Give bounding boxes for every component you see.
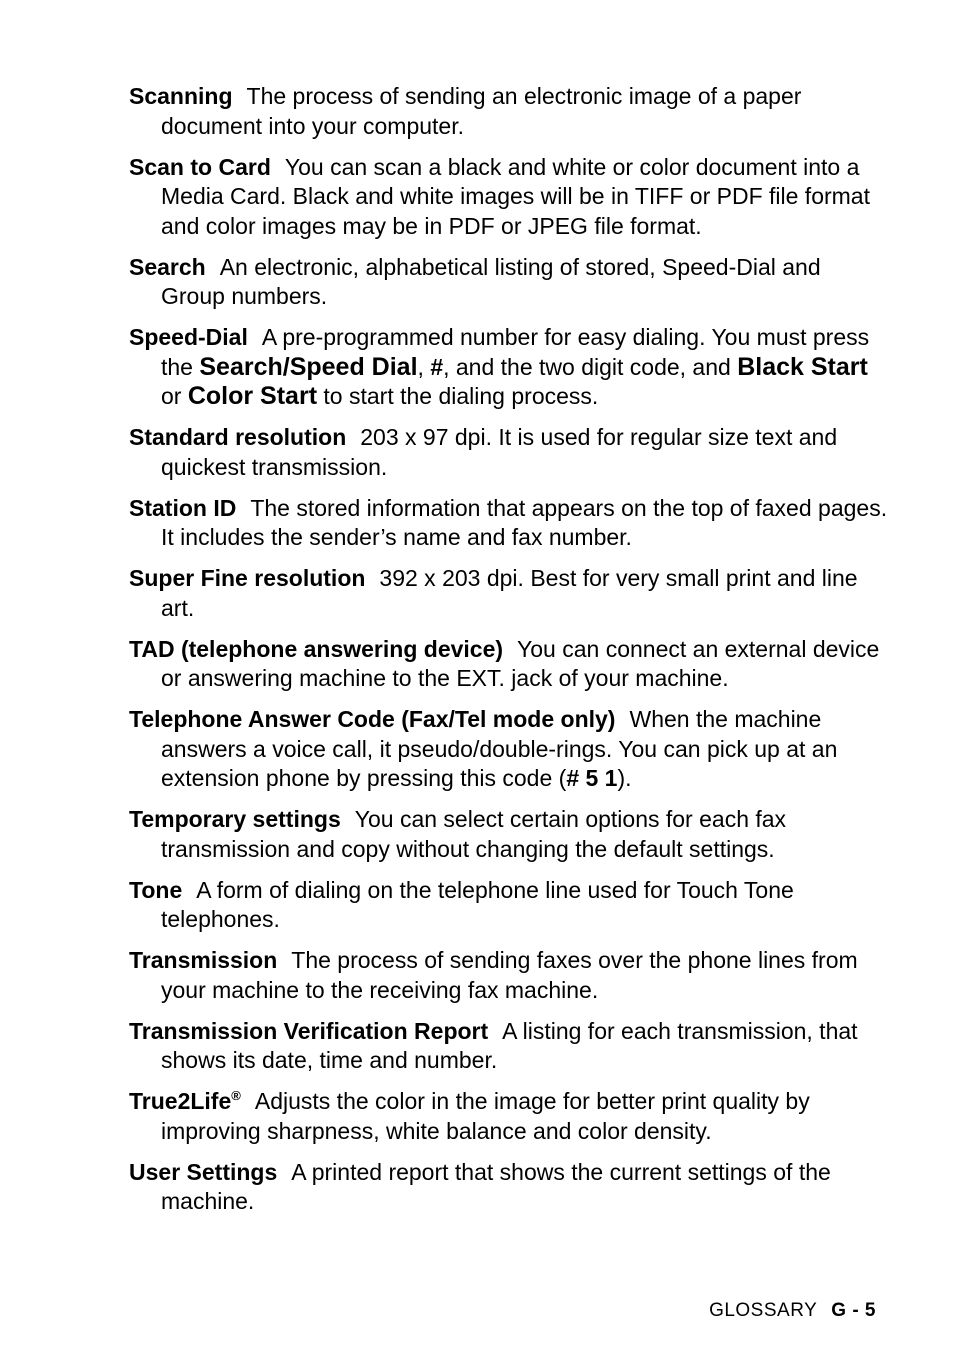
key-search-speed-dial: Search/Speed Dial [199,352,418,381]
section-label: GLOSSARY [709,1300,818,1321]
conjunction: or [161,383,188,409]
definition: You can select certain options for each fax transmission and copy without changing the default settings. [161,806,787,862]
page-footer [709,1300,876,1322]
glossary-entry-true2life [129,1087,889,1146]
definition: You can scan a black and white or color document into a Media Card. Black and white images will be in TIFF or PDF file format and color images may be in PDF or JPEG file format. [161,153,870,239]
definition-part: , and the two digit code, and [443,353,738,380]
separator: , [417,353,431,380]
glossary-entry-search [129,253,889,312]
definition: 392 x 203 dpi. Best for very small print and line art. [161,565,858,621]
glossary-entry-transmission [129,946,889,1005]
definition: 203 x 97 dpi. It is used for regular size text and quickest transmission. [161,424,838,480]
definition-part: to start the dialing process. [317,383,599,409]
term: Super Fine resolution [129,565,366,591]
glossary-entry-transmission-verification-report [129,1017,889,1076]
glossary-entry-super-fine-resolution [129,564,889,623]
key-hash: # [430,353,444,380]
definition-part: A pre-programmed number for easy dialing. You must press the [161,324,870,380]
definition: An electronic, alphabetical listing of stored, Speed-Dial and Group numbers. [161,253,821,309]
term: Speed-Dial [129,324,248,350]
glossary-entry-standard-resolution [129,423,889,482]
glossary-entry-temporary-settings [129,805,889,864]
definition: A printed report that shows the current settings of the machine. [161,1158,831,1214]
term: Transmission Verification Report [129,1017,489,1044]
glossary-entry-tad [129,635,889,694]
page-number: G - 5 [831,1300,876,1321]
definition: Adjusts the color in the image for better print quality by improving sharpness, white balance and color density. [161,1088,810,1144]
definition-part: ). [617,765,632,791]
term: Telephone Answer Code (Fax/Tel mode only) [129,706,616,732]
glossary-entry-user-settings [129,1158,889,1217]
definition: The process of sending an electronic image of a paper document into your computer. [161,83,802,139]
term: TAD (telephone answering device) [129,635,504,662]
glossary-entry-station-id [129,494,889,553]
key-black-start: Black Start [737,352,868,381]
term: Standard resolution [129,424,347,450]
term: Transmission [129,947,278,973]
term: Search [129,253,206,280]
definition: The process of sending faxes over the phone lines from your machine to the receiving fax machine. [161,947,858,1003]
definition-part: When the machine answers a voice call, it pseudo/double-rings. You can pick up at an extension phone by pressing this code ( [161,706,838,791]
glossary-entry-telephone-answer-code [129,705,889,794]
definition: The stored information that appears on the top of faxed pages. It includes the sender’s name and fax number. [161,494,888,550]
glossary-entry-tone [129,876,889,935]
glossary-entry-scan-to-card [129,153,889,242]
term: Tone [129,876,183,903]
term: True2Life [129,1088,232,1114]
term: Station ID [129,494,237,521]
term: Temporary settings [129,806,341,832]
code-value: # 5 1 [566,765,618,791]
term: Scanning [129,83,233,109]
glossary-list [129,82,889,1228]
glossary-entry-scanning [129,82,889,141]
registered-mark: ® [231,1088,241,1103]
term: User Settings [129,1158,278,1185]
glossary-entry-speed-dial [129,323,889,412]
definition: A form of dialing on the telephone line used for Touch Tone telephones. [161,876,794,932]
term: Scan to Card [129,153,271,180]
definition: A listing for each transmission, that shows its date, time and number. [161,1017,858,1073]
definition: You can connect an external device or answering machine to the EXT. jack of your machine. [161,635,880,691]
key-color-start: Color Start [187,382,318,410]
